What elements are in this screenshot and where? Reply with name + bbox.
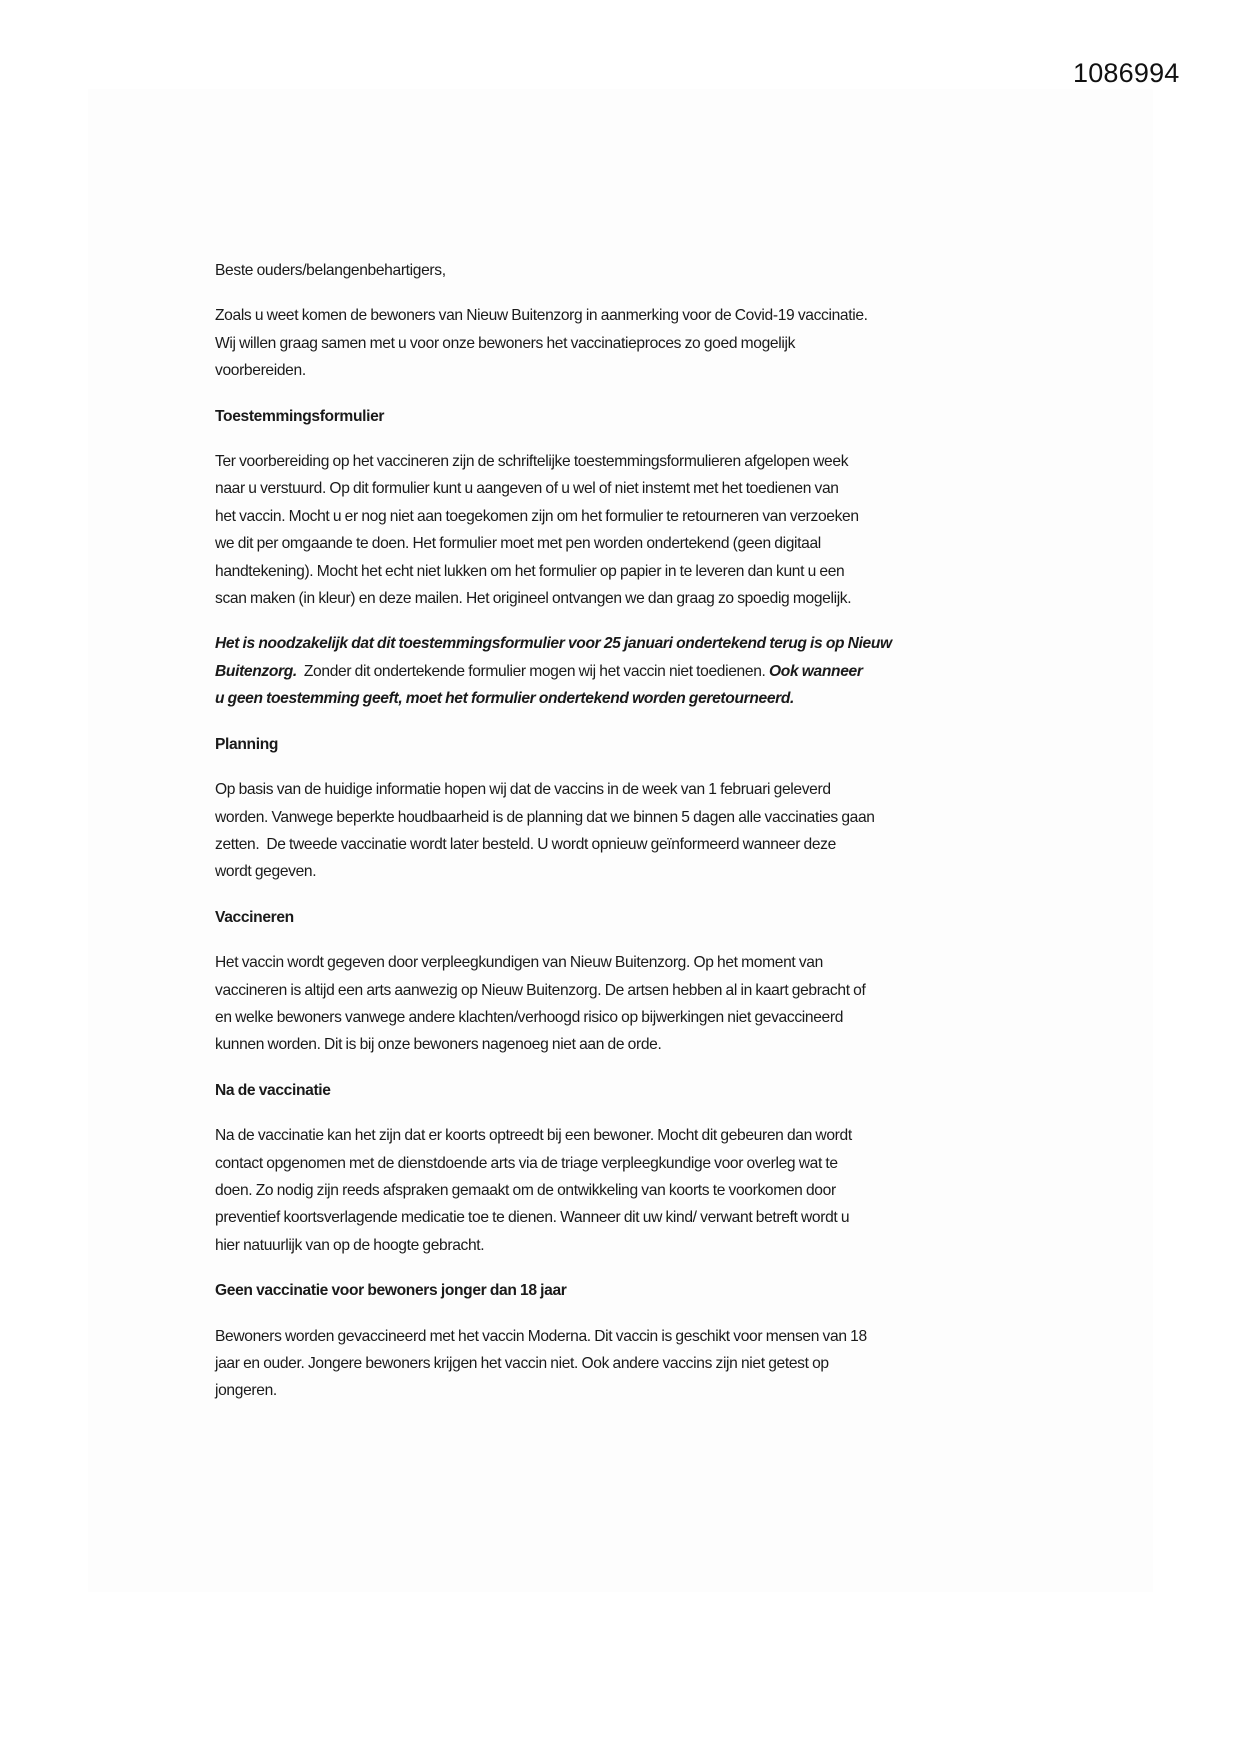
intro-line: voorbereiden. [215, 362, 306, 380]
paragraph-line: contact opgenomen met de dienstdoende arts via de triage verpleegkundige voor overleg wat te [215, 1154, 838, 1172]
paragraph-line: scan maken (in kleur) en deze mailen. Het origineel ontvangen we dan graag zo spoedig mogelijk. [215, 590, 852, 608]
paragraph-line: worden. Vanwege beperkte houdbaarheid is de planning dat we binnen 5 dagen alle vaccinaties gaan [215, 808, 875, 826]
emphasis-bold-text: Ook wanneer [769, 662, 863, 680]
paragraph-line: handtekening). Mocht het echt niet lukken om het formulier op papier in te leveren dan kunt u een [215, 562, 845, 580]
intro-line: Zoals u weet komen de bewoners van Nieuw Buitenzorg in aanmerking voor de Covid-19 vaccinatie. [215, 307, 868, 325]
paragraph-na-de-vaccinatie [215, 1122, 1030, 1259]
paragraph-line: Op basis van de huidige informatie hopen wij dat de vaccins in de week van 1 februari geleverd [215, 781, 831, 799]
paragraph-line: zetten. De tweede vaccinatie wordt later besteld. U wordt opnieuw geïnformeerd wanneer deze [215, 835, 836, 853]
paragraph-line: preventief koortsverlagende medicatie toe te dienen. Wanneer dit uw kind/ verwant betreft wordt u [215, 1209, 850, 1227]
intro-paragraph [215, 302, 1030, 384]
document-id-number: 1086994 [1073, 58, 1180, 88]
emphasis-paragraph [215, 630, 1030, 712]
paragraph-line: kunnen worden. Dit is bij onze bewoners nagenoeg niet aan de orde. [215, 1036, 662, 1054]
paragraph-vaccineren [215, 949, 1030, 1059]
paragraph-line: we dit per omgaande te doen. Het formulier moet met pen worden ondertekend (geen digitaal [215, 535, 821, 553]
paragraph-line: naar u verstuurd. Op dit formulier kunt u aangeven of u wel of niet instemt met het toedienen van [215, 480, 839, 498]
section-heading-toestemmingsformulier: Toestemmingsformulier [215, 407, 385, 425]
paragraph-geen-vaccinatie-jonger-dan-18 [215, 1323, 1030, 1405]
paragraph-line: hier natuurlijk van op de hoogte gebracht. [215, 1236, 485, 1254]
paragraph-line: het vaccin. Mocht u er nog niet aan toegekomen zijn om het formulier te retourneren van verzoeken [215, 507, 859, 525]
emphasis-line: Het is noodzakelijk dat dit toestemmingsformulier voor 25 januari ondertekend terug is op Nieuw [215, 635, 892, 653]
letter-body [215, 257, 1030, 1423]
section-heading-vaccineren: Vaccineren [215, 908, 294, 926]
salutation [215, 257, 1030, 284]
section-heading-geen-vaccinatie-jonger-dan-18: Geen vaccinatie voor bewoners jonger dan 18 jaar [215, 1282, 567, 1300]
paragraph-line: Ter voorbereiding op het vaccineren zijn de schriftelijke toestemmingsformulieren afgelopen week [215, 453, 849, 471]
paragraph-line: Het vaccin wordt gegeven door verpleegkundigen van Nieuw Buitenzorg. Op het moment van [215, 954, 823, 972]
emphasis-plain-text: Zonder dit ondertekende formulier mogen wij het vaccin niet toedienen. [296, 662, 769, 680]
emphasis-line-mixed [215, 658, 1030, 685]
paragraph-line: doen. Zo nodig zijn reeds afspraken gemaakt om de ontwikkeling van koorts te voorkomen door [215, 1181, 836, 1199]
paragraph-toestemmingsformulier [215, 448, 1030, 612]
section-heading-planning: Planning [215, 735, 279, 753]
paragraph-line: vaccineren is altijd een arts aanwezig op Nieuw Buitenzorg. De artsen hebben al in kaart gebracht of [215, 981, 866, 999]
paragraph-line: wordt gegeven. [215, 863, 317, 881]
emphasis-bold-text: Buitenzorg. [215, 662, 297, 680]
paragraph-planning [215, 776, 1030, 886]
emphasis-line: u geen toestemming geeft, moet het formulier ondertekend worden geretourneerd. [215, 690, 795, 708]
paragraph-line: en welke bewoners vanwege andere klachten/verhoogd risico op bijwerkingen niet gevaccineerd [215, 1008, 844, 1026]
salutation-text: Beste ouders/belangenbehartigers, [215, 262, 446, 279]
paragraph-line: jongeren. [215, 1382, 277, 1400]
paragraph-line: Na de vaccinatie kan het zijn dat er koorts optreedt bij een bewoner. Mocht dit gebeuren dan wordt [215, 1127, 852, 1145]
section-heading-na-de-vaccinatie: Na de vaccinatie [215, 1081, 331, 1099]
paragraph-line: jaar en ouder. Jongere bewoners krijgen het vaccin niet. Ook andere vaccins zijn niet getest op [215, 1355, 829, 1372]
paragraph-line: Bewoners worden gevaccineerd met het vaccin Moderna. Dit vaccin is geschikt voor mensen van 18 [215, 1327, 867, 1345]
intro-line: Wij willen graag samen met u voor onze bewoners het vaccinatieproces zo goed mogelijk [215, 334, 796, 352]
